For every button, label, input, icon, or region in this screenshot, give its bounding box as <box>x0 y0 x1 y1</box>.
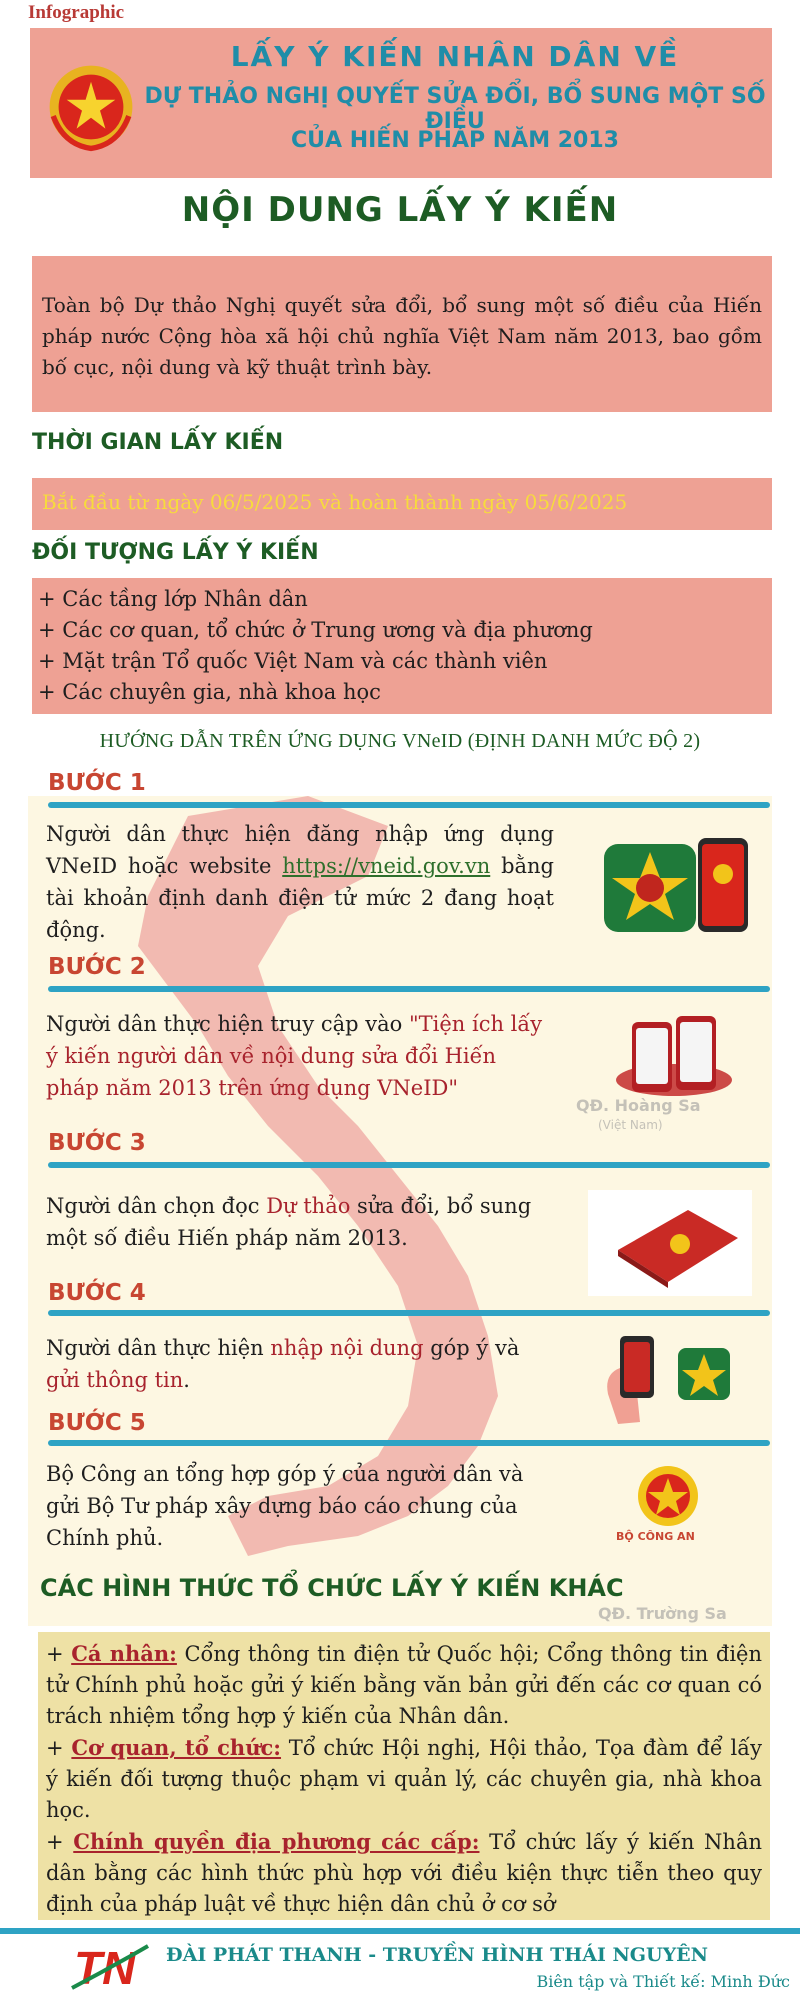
other-item-label: Cơ quan, tổ chức: <box>71 1735 282 1760</box>
step-1-text-b: bằng tài khoản định danh điện tử mức 2 đang hoạt động. <box>46 854 555 942</box>
other-forms-title: CÁC HÌNH THỨC TỔ CHỨC LẤY Ý KIẾN KHÁC <box>40 1574 624 1602</box>
hand-phone-icon <box>600 1334 734 1426</box>
step-3-divider <box>48 1162 770 1168</box>
step-4-title: BƯỚC 4 <box>48 1280 146 1306</box>
infographic-tag: Infographic <box>28 2 125 23</box>
step-2-text-a: Người dân thực hiện truy cập vào <box>46 1012 409 1036</box>
other-item-text: Tổ chức lấy ý kiến Nhân dân bằng các hình thức phù hợp với điều kiện thực tiễn theo quy định của pháp luật về thực hiện dân chủ ở cơ sở <box>46 1830 763 1916</box>
watermark-truong-sa: QĐ. Trường Sa <box>598 1604 727 1623</box>
national-emblem-icon <box>46 62 136 152</box>
vneid-link[interactable]: https://vneid.gov.vn <box>282 854 491 878</box>
step-5-text <box>46 1458 536 1554</box>
station-name: ĐÀI PHÁT THANH - TRUYỀN HÌNH THÁI NGUYÊN <box>166 1944 709 1966</box>
bo-cong-an-label: BỘ CÔNG AN <box>616 1530 695 1543</box>
step-3-text-a: Người dân chọn đọc <box>46 1194 267 1218</box>
phones-icon <box>612 1014 736 1104</box>
step-1-divider <box>48 802 770 808</box>
watermark-viet-nam: (Việt Nam) <box>598 1118 663 1132</box>
step-2-highlight: "Tiện ích lấy ý kiến người dân về nội dung sửa đổi Hiến pháp năm 2013 trên ứng dụng VNeID" <box>46 1012 543 1100</box>
guide-title: HƯỚNG DẪN TRÊN ỨNG DỤNG VNeID (ĐỊNH DANH MỨC ĐỘ 2) <box>99 730 701 752</box>
other-item-chinh-quyen: + Chính quyền địa phương các cấp: Tổ chức lấy ý kiến Nhân dân bằng các hình thức phù hợp với điều kiện thực tiễn theo quy định của pháp luật về thực hiện dân chủ ở cơ sở <box>46 1829 763 1916</box>
other-item-text: Cổng thông tin điện tử Quốc hội; Cổng thông tin điện tử Chính phủ hoặc gửi ý kiến bằng văn bản gửi đến các cơ quan có trách nhiệm tổng hợp ý kiến của Nhân dân. <box>46 1642 763 1728</box>
step-4-highlight-2: gửi thông tin <box>46 1368 184 1392</box>
subject-item: + Các chuyên gia, nhà khoa học <box>38 680 381 704</box>
step-5-text-a: Bộ Công an tổng hợp góp ý của người dân và gửi Bộ Tư pháp xây dựng báo cáo chung của Chính phủ. <box>46 1462 524 1550</box>
other-item-label: Cá nhân: <box>71 1641 177 1666</box>
time-section-title: THỜI GIAN LẤY KIẾN <box>32 430 284 455</box>
watermark-hoang-sa: QĐ. Hoàng Sa <box>576 1096 701 1115</box>
step-4-text-c: . <box>183 1368 190 1392</box>
step-5-divider <box>48 1440 770 1446</box>
logo-text: TN <box>74 1942 136 1994</box>
step-1-title: BƯỚC 1 <box>48 770 146 796</box>
step-4-highlight-1: nhập nội dung <box>270 1336 424 1360</box>
step-3-text-b: sửa đổi, bổ sung một số điều Hiến pháp năm 2013. <box>46 1194 532 1250</box>
content-box <box>32 256 772 412</box>
design-credit: Biên tập và Thiết kế: Minh Đức <box>536 1972 790 1991</box>
footer-divider <box>0 1928 800 1934</box>
step-5-title: BƯỚC 5 <box>48 1410 146 1436</box>
tn-station-logo <box>70 1938 150 1994</box>
constitution-book-icon <box>588 1190 752 1296</box>
main-title: NỘI DUNG LẤY Ý KIẾN <box>181 190 619 230</box>
step-3-highlight: Dự thảo <box>266 1194 351 1218</box>
subject-item: + Các tầng lớp Nhân dân <box>38 587 308 611</box>
subject-item: + Các cơ quan, tổ chức ở Trung ương và địa phương <box>38 618 593 642</box>
other-item-text: Tổ chức Hội nghị, Hội thảo, Tọa đàm để lấy ý kiến đối tượng thuộc phạm vi quản lý, các chuyên gia, nhà khoa học. <box>46 1736 762 1822</box>
step-4-text-a: Người dân thực hiện <box>46 1336 271 1360</box>
step-4-text-b: góp ý và <box>423 1336 520 1360</box>
step-1-text-a: Người dân thực hiện đăng nhập ứng dụng VNeID hoặc website <box>46 822 554 878</box>
content-text: Toàn bộ Dự thảo Nghị quyết sửa đổi, bổ sung một số điều của Hiến pháp nước Cộng hòa xã hội chủ nghĩa Việt Nam năm 2013, bao gồm bố cục, nội dung và kỹ thuật trình bày. <box>42 293 762 379</box>
header-line-3: CỦA HIẾN PHÁP NĂM 2013 <box>291 128 619 153</box>
other-item-ca-nhan: + Cá nhân: Cổng thông tin điện tử Quốc hội; Cổng thông tin điện tử Chính phủ hoặc gửi ý kiến bằng văn bản gửi đến các cơ quan có trách nhiệm tổng hợp ý kiến của Nhân dân. <box>46 1641 763 1728</box>
step-4-text <box>46 1332 546 1396</box>
other-item-label: Chính quyền địa phương các cấp: <box>73 1829 480 1854</box>
step-3-title: BƯỚC 3 <box>48 1130 146 1156</box>
step-1-text <box>46 818 554 946</box>
police-badge-icon <box>636 1464 700 1528</box>
other-forms-box <box>38 1632 770 1920</box>
time-text: Bắt đầu từ ngày 06/5/2025 và hoàn thành ngày 05/6/2025 <box>42 490 628 514</box>
step-2-title: BƯỚC 2 <box>48 954 146 980</box>
step-4-divider <box>48 1310 770 1316</box>
step-2-divider <box>48 986 770 992</box>
vneid-app-icon <box>602 838 752 938</box>
time-box <box>32 478 772 530</box>
subject-item: + Mặt trận Tổ quốc Việt Nam và các thành viên <box>38 649 548 673</box>
subjects-box <box>32 578 772 714</box>
header-line-1: LẤY Ý KIẾN NHÂN DÂN VỀ <box>230 40 680 73</box>
header-line-2: DỰ THẢO NGHỊ QUYẾT SỬA ĐỔI, BỔ SUNG MỘT SỐ ĐIỀU <box>144 84 766 134</box>
step-3-text <box>46 1190 566 1254</box>
header-banner <box>30 28 772 178</box>
other-item-co-quan: + Cơ quan, tổ chức: Tổ chức Hội nghị, Hội thảo, Tọa đàm để lấy ý kiến đối tượng thuộc phạm vi quản lý, các chuyên gia, nhà khoa học. <box>46 1735 762 1822</box>
subjects-section-title: ĐỐI TƯỢNG LẤY Ý KIẾN <box>32 540 319 565</box>
step-2-text <box>46 1008 546 1104</box>
